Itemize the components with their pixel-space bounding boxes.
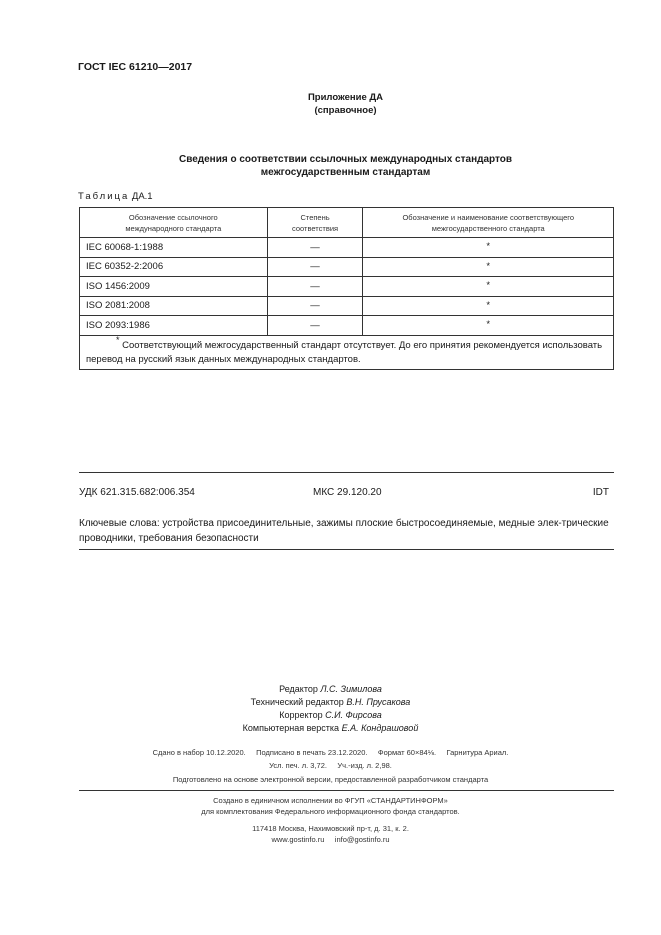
cell-gost: *	[363, 296, 614, 316]
editor-role: Технический редактор	[250, 697, 344, 707]
header-col3-line1: Обозначение и наименование соответствующего	[402, 212, 575, 222]
divider-top	[79, 472, 614, 473]
table-row	[80, 238, 614, 258]
section-heading	[0, 153, 661, 179]
cell-standard: ISO 2093:1986	[80, 316, 268, 336]
header-reference-standard	[80, 208, 268, 238]
table-header-row	[80, 208, 614, 238]
keywords: Ключевые слова: устройства присоединительные, зажимы плоские быстросоединяемые, медные элек-трические проводники, требования безопасности	[79, 518, 609, 544]
header-col1-line2: международного стандарта	[125, 223, 222, 233]
annex-title: Приложение ДА	[307, 92, 384, 103]
cell-degree: —	[267, 296, 363, 316]
table-note	[80, 335, 614, 369]
section-title-line1: Сведения о соответствии ссылочных международных стандартов	[178, 154, 513, 165]
table-row	[80, 316, 614, 336]
table-caption	[78, 191, 153, 202]
footer-line1: Создано в единичном исполнении во ФГУП «СТАНДАРТИНФОРМ»	[213, 796, 448, 805]
cell-gost: *	[363, 316, 614, 336]
divider-middle	[79, 549, 614, 550]
note-mark: *	[116, 335, 120, 346]
table-note-row	[80, 335, 614, 369]
note-text: Соответствующий межгосударственный стандарт отсутствует. До его принятия рекомендуется использовать перевод на русский язык данных международных стандартов.	[86, 339, 603, 365]
table-row	[80, 296, 614, 316]
editors-block	[0, 683, 661, 735]
prepared-note: Подготовлено на основе электронной версии, предоставленной разработчиком стандарта	[172, 775, 489, 784]
cell-gost: *	[363, 277, 614, 297]
cell-degree: —	[267, 277, 363, 297]
editor-name: С.И. Фирсова	[325, 710, 382, 720]
editor-name: В.Н. Прусакова	[346, 697, 411, 707]
footer-contacts: www.gostinfo.ru info@gostinfo.ru	[271, 835, 390, 844]
table-caption-number: ДА.1	[131, 191, 153, 202]
header-col2-line1: Степень	[300, 212, 330, 222]
editor-line	[0, 722, 661, 735]
cell-standard: IEC 60352-2:2006	[80, 257, 268, 277]
table-row	[80, 277, 614, 297]
cell-degree: —	[267, 316, 363, 336]
publication-line1: Сдано в набор 10.12.2020. Подписано в печать 23.12.2020. Формат 60×84⅛. Гарнитура Ариал.	[152, 748, 509, 757]
editor-role: Корректор	[279, 710, 323, 720]
footer-address: 117418 Москва, Нахимовский пр-т, д. 31, к. 2.	[252, 824, 409, 833]
annex-subtitle: (справочное)	[314, 105, 377, 116]
editor-name: Е.А. Кондрашовой	[341, 723, 419, 733]
reference-table	[79, 207, 614, 370]
publication-info	[0, 746, 661, 772]
header-col1-line1: Обозначение ссылочного	[128, 212, 218, 222]
cell-gost: *	[363, 238, 614, 258]
idt-label: IDT	[592, 487, 609, 498]
header-interstate-standard	[363, 208, 614, 238]
cell-degree: —	[267, 238, 363, 258]
document-code: ГОСТ IEC 61210—2017	[78, 61, 193, 73]
annex-heading	[0, 91, 661, 117]
header-col3-line2: межгосударственного стандарта	[431, 223, 545, 233]
publisher-footer	[0, 795, 661, 845]
udc-code: УДК 621.315.682:006.354	[79, 487, 195, 498]
header-col2-line2: соответствия	[292, 223, 339, 233]
editor-line	[0, 709, 661, 722]
cell-degree: —	[267, 257, 363, 277]
cell-gost: *	[363, 257, 614, 277]
header-degree	[267, 208, 363, 238]
editor-name: Л.С. Зимилова	[320, 684, 382, 694]
publication-line2: Усл. печ. л. 3,72. Уч.-изд. л. 2,98.	[269, 761, 392, 770]
editor-role: Редактор	[279, 684, 318, 694]
cell-standard: ISO 1456:2009	[80, 277, 268, 297]
editor-line	[0, 696, 661, 709]
divider-bottom	[79, 790, 614, 791]
footer-line2: для комплектования Федерального информационного фонда стандартов.	[201, 807, 460, 816]
mks-code: МКС 29.120.20	[313, 487, 382, 498]
editor-line	[0, 683, 661, 696]
table-row	[80, 257, 614, 277]
cell-standard: ISO 2081:2008	[80, 296, 268, 316]
cell-standard: IEC 60068-1:1988	[80, 238, 268, 258]
editor-role: Компьютерная верстка	[242, 723, 340, 733]
section-title-line2: межгосударственным стандартам	[260, 167, 431, 178]
table-caption-label: Таблица	[78, 191, 130, 202]
